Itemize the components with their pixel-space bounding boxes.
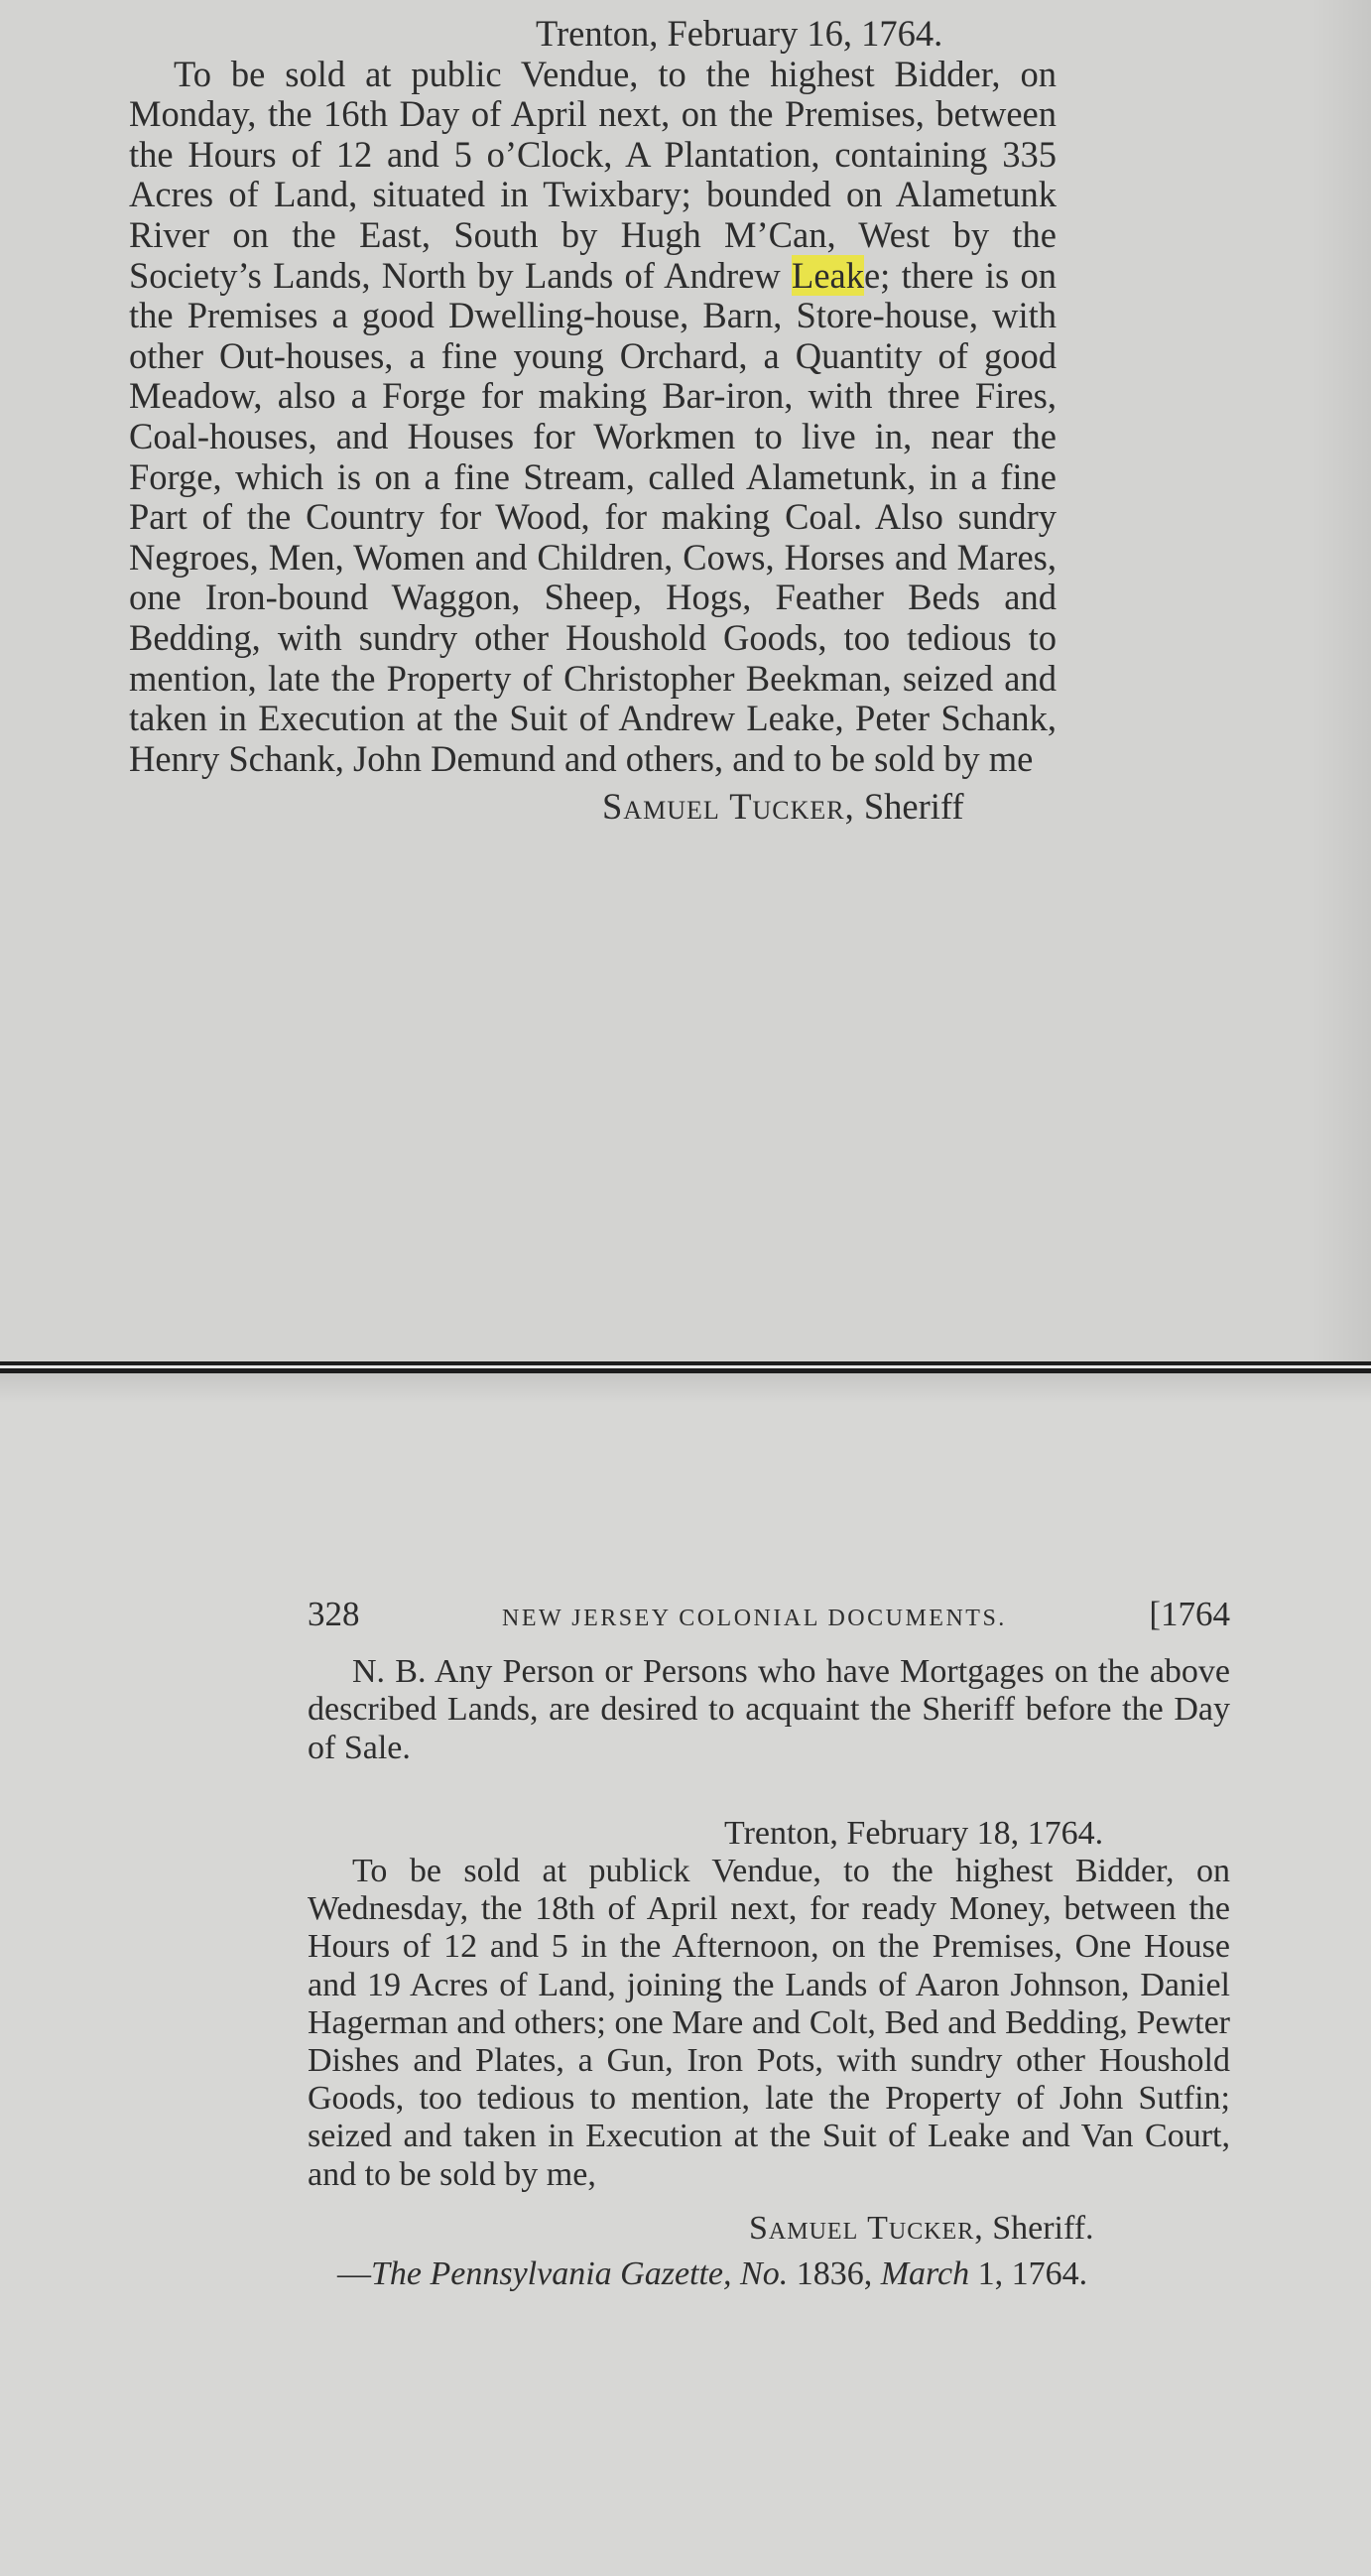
page-divider <box>0 1361 1371 1373</box>
source-publication: The Pennsylvania Gazette, No. <box>371 2255 789 2293</box>
advertisement-text-end: e; there is on the Premises a good Dwelling-house, Barn, Store-house, with other Out-houses, a fine young Orchard, a Quantity of good Meadow, also a Forge for making Bar-iron, with three Fires, Coal-houses, and Houses for Workmen to live in, near the Forge, which is on a fine Stream, called Alametunk, in a fine Part of the Country for Wood, for making Coal. Also sundry Negroes, Men, Women and Children, Cows, Horses and Mares, one Iron-bound Waggon, Sheep, Hogs, Feather Beds and Bedding, with sundry other Houshold Goods, too tedious to mention, late the Property of Christopher Beekman, seized and taken in Execution at the Suit of Andrew Leake, Peter Schank, Henry Schank, John Demund and others, and to be sold by me <box>129 254 1057 779</box>
source-date-tail: 1, 1764. <box>969 2255 1088 2293</box>
dateline: Trenton, February 16, 1764. <box>536 13 943 54</box>
signature-name: Samuel Tucker, <box>602 786 855 828</box>
signature-title: Sheriff <box>854 786 964 828</box>
source-number: 1836, <box>788 2255 881 2293</box>
advertisement-text-start: To be sold at public Vendue, to the highest Bidder, on Monday, the 16th Day of April next, on the Premises, between the Hours of 12 and 5 o’Clock, A Plantation, containing 335 Acres of Land, situated in Twixbary; bounded on Alametunk River on the East, South by Hugh M’Can, West by the Society’s Lands, North by Lands of Andrew <box>129 53 1057 296</box>
source-month: March <box>880 2255 970 2293</box>
dateline: Trenton, February 18, 1764. <box>724 1814 1104 1852</box>
nb-paragraph: N. B. Any Person or Persons who have Mortgages on the above described Lands, are desired to acquaint the Sheriff before the Day of Sale. <box>308 1653 1230 1766</box>
sheriff-signature <box>129 787 1057 828</box>
running-header <box>308 1596 1230 1637</box>
source-dash: — <box>337 2255 371 2293</box>
running-year: [1764 <box>1149 1595 1230 1633</box>
advertisement-paragraph <box>129 55 1057 780</box>
signature-title: Sheriff. <box>983 2209 1094 2247</box>
search-highlight: Leak <box>792 254 864 296</box>
source-citation <box>308 2255 1230 2293</box>
signature-name: Samuel Tucker, <box>749 2209 984 2247</box>
bottom-page-text-column <box>308 1596 1230 2293</box>
advertisement-paragraph: To be sold at publick Vendue, to the highest Bidder, on Wednesday, the 18th of April next, for ready Money, between the Hours of 12 and 5 in the Afternoon, on the Premises, One House and 19 Acres of Land, joining the Lands of Aaron Johnson, Daniel Hagerman and others; one Mare and Colt, Bed and Bedding, Pewter Dishes and Plates, a Gun, Iron Pots, with sundry other Houshold Goods, too tedious to mention, late the Property of John Sutfin; seized and taken in Execution at the Suit of Leake and Van Court, and to be sold by me, <box>308 1853 1230 2193</box>
page-number: 328 <box>308 1595 360 1633</box>
sheriff-signature <box>308 2210 1230 2248</box>
running-title: NEW JERSEY COLONIAL DOCUMENTS. <box>502 1606 1007 1631</box>
top-page-text-column <box>129 14 1057 828</box>
